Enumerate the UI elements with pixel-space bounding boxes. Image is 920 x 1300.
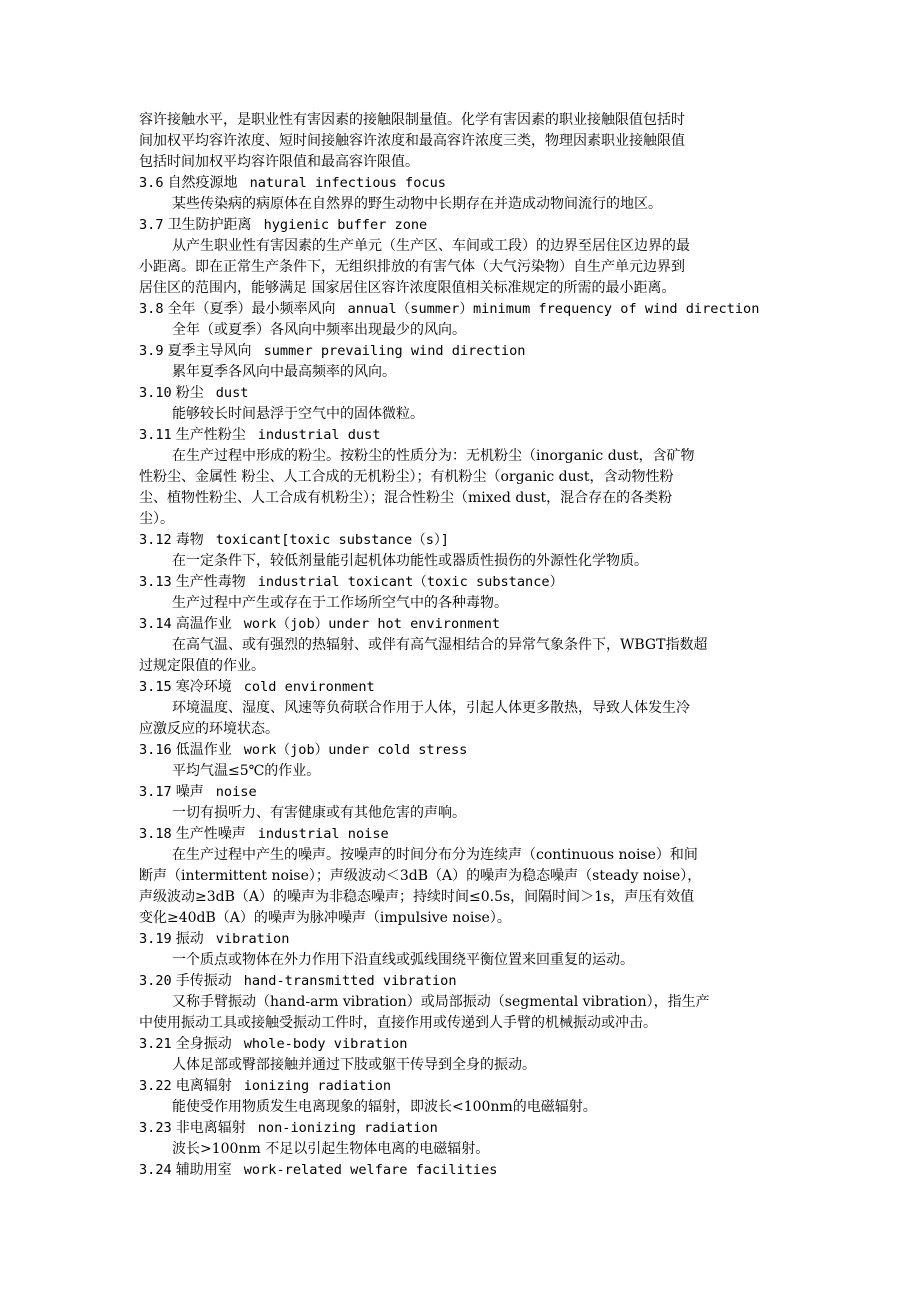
term-english-name: industrial dust <box>257 427 381 443</box>
term-number: 3.8 <box>139 301 164 317</box>
term-entry <box>139 1034 799 1076</box>
term-entry <box>139 299 799 341</box>
definition-line: 在生产过程中形成的粉尘。按粉尘的性质分为：无机粉尘（inorganic dust，含矿物 <box>172 448 695 464</box>
definition-line: 环境温度、湿度、风速等负荷联合作用于人体，引起人体更多散热，导致人体发生冷 <box>172 700 690 716</box>
term-entry <box>139 425 799 530</box>
term-entry <box>139 677 799 740</box>
paragraph-line: 间加权平均容许浓度、短时间接触容许浓度和最高容许浓度三类，物理因素职业接触限值 <box>139 133 685 149</box>
term-number: 3.16 <box>139 742 172 758</box>
term-number: 3.6 <box>139 175 164 191</box>
term-heading <box>139 299 799 320</box>
term-entry <box>139 341 799 383</box>
term-chinese-name: 高温作业 <box>175 616 232 632</box>
term-heading <box>139 1118 799 1139</box>
term-heading <box>139 824 799 845</box>
definition-line: 中使用振动工具或接触受振动工件时，直接作用或传递到人手臂的机械振动或冲击。 <box>139 1015 657 1031</box>
definition-line: 生产过程中产生或存在于工作场所空气中的各种毒物。 <box>172 595 508 611</box>
term-chinese-name: 电离辐射 <box>175 1078 232 1094</box>
term-chinese-name: 夏季主导风向 <box>167 343 252 359</box>
term-chinese-name: 噪声 <box>175 784 204 800</box>
definition-line: 全年（或夏季）各风向中频率出现最少的风向。 <box>172 322 466 338</box>
definition-line: 从产生职业性有害因素的生产单元（生产区、车间或工段）的边界至居住区边界的最 <box>172 238 690 254</box>
definition-line: 过规定限值的作业。 <box>139 658 265 674</box>
term-number: 3.7 <box>139 217 164 233</box>
term-english-name: dust <box>215 385 249 401</box>
definition-line: 波长>100nm 不足以引起生物体电离的电磁辐射。 <box>172 1141 490 1157</box>
term-chinese-name: 低温作业 <box>175 742 232 758</box>
term-number: 3.23 <box>139 1120 172 1136</box>
definition-line: 居住区的范围内，能够满足 国家居住区容许浓度限值相关标准规定的所需的最小距离。 <box>139 280 676 296</box>
term-number: 3.15 <box>139 679 172 695</box>
term-heading <box>139 1160 799 1181</box>
term-english-name: non-ionizing radiation <box>257 1120 438 1136</box>
term-list <box>139 173 799 1181</box>
definition-line: 尘）。 <box>139 511 174 527</box>
term-number: 3.20 <box>139 973 172 989</box>
term-chinese-name: 生产性毒物 <box>175 574 246 590</box>
term-chinese-name: 生产性粉尘 <box>175 427 246 443</box>
definition-line: 应激反应的环境状态。 <box>139 721 279 737</box>
term-english-name: hand-transmitted vibration <box>243 973 457 989</box>
definition-line: 在生产过程中产生的噪声。按噪声的时间分布分为连续声（continuous noise）和间 <box>172 847 698 863</box>
definition-line: 声级波动≥3dB（A）的噪声为非稳态噪声；持续时间≤0.5s，间隔时间＞1s，声压有效值 <box>139 889 695 905</box>
term-chinese-name: 全身振动 <box>175 1036 232 1052</box>
term-heading <box>139 740 799 761</box>
term-chinese-name: 寒冷环境 <box>175 679 232 695</box>
term-number: 3.21 <box>139 1036 172 1052</box>
term-heading <box>139 572 799 593</box>
definition-line: 一切有损听力、有害健康或有其他危害的声响。 <box>172 805 466 821</box>
term-number: 3.12 <box>139 532 172 548</box>
term-heading <box>139 677 799 698</box>
term-heading <box>139 530 799 551</box>
term-chinese-name: 毒物 <box>175 532 204 548</box>
term-english-name: work（job）under cold stress <box>243 742 468 758</box>
term-heading <box>139 782 799 803</box>
term-number: 3.22 <box>139 1078 172 1094</box>
definition-line: 尘、植物性粉尘、人工合成有机粉尘）；混合性粉尘（mixed dust，混合存在的各类粉 <box>139 490 673 506</box>
term-number: 3.11 <box>139 427 172 443</box>
term-entry <box>139 740 799 782</box>
term-english-name: vibration <box>215 931 290 947</box>
term-heading <box>139 971 799 992</box>
term-english-name: work（job）under hot environment <box>243 616 501 632</box>
paragraph-line: 容许接触水平，是职业性有害因素的接触限制量值。化学有害因素的职业接触限值包括时 <box>139 112 685 128</box>
definition-line: 人体足部或臀部接触并通过下肢或躯干传导到全身的振动。 <box>172 1057 536 1073</box>
term-english-name: noise <box>215 784 257 800</box>
term-entry <box>139 782 799 824</box>
definition-line: 平均气温≤5℃的作业。 <box>172 763 321 779</box>
term-heading <box>139 173 799 194</box>
term-chinese-name: 自然疫源地 <box>167 175 238 191</box>
definition-line: 变化≥40dB（A）的噪声为脉冲噪声（impulsive noise）。 <box>139 910 511 926</box>
term-chinese-name: 全年（夏季）最小频率风向 <box>167 301 336 317</box>
term-english-name: ionizing radiation <box>243 1078 392 1094</box>
term-chinese-name: 非电离辐射 <box>175 1120 246 1136</box>
term-entry <box>139 824 799 929</box>
term-entry <box>139 614 799 677</box>
term-chinese-name: 卫生防护距离 <box>167 217 252 233</box>
definition-line: 一个质点或物体在外力作用下沿直线或弧线围绕平衡位置来回重复的运动。 <box>172 952 634 968</box>
paragraph-line: 包括时间加权平均容许限值和最高容许限值。 <box>139 154 419 170</box>
term-heading <box>139 341 799 362</box>
term-english-name: natural infectious focus <box>249 175 446 191</box>
term-number: 3.18 <box>139 826 172 842</box>
term-chinese-name: 手传振动 <box>175 973 232 989</box>
term-chinese-name: 辅助用室 <box>175 1162 232 1178</box>
term-english-name: summer prevailing wind direction <box>263 343 526 359</box>
term-heading <box>139 383 799 404</box>
term-number: 3.9 <box>139 343 164 359</box>
term-english-name: industrial toxicant（toxic substance） <box>257 574 564 590</box>
term-heading <box>139 1076 799 1097</box>
definition-line: 小距离。即在正常生产条件下，无组织排放的有害气体（大气污染物）自生产单元边界到 <box>139 259 685 275</box>
term-heading <box>139 425 799 446</box>
term-entry <box>139 1160 799 1181</box>
term-english-name: industrial noise <box>257 826 389 842</box>
term-number: 3.13 <box>139 574 172 590</box>
definition-line: 性粉尘、金属性 粉尘、人工合成的无机粉尘）；有机粉尘（organic dust，含动物性粉 <box>139 469 674 485</box>
definition-line: 累年夏季各风向中最高频率的风向。 <box>172 364 396 380</box>
term-entry <box>139 971 799 1034</box>
term-number: 3.24 <box>139 1162 172 1178</box>
definition-line: 断声（intermittent noise）；声级波动＜3dB（A）的噪声为稳态噪声（steady noise）， <box>139 868 702 884</box>
term-chinese-name: 振动 <box>175 931 204 947</box>
term-entry <box>139 530 799 572</box>
term-entry <box>139 1118 799 1160</box>
term-number: 3.19 <box>139 931 172 947</box>
term-number: 3.17 <box>139 784 172 800</box>
term-english-name: cold environment <box>243 679 375 695</box>
term-english-name: hygienic buffer zone <box>263 217 428 233</box>
document-body <box>139 110 799 1181</box>
term-heading <box>139 215 799 236</box>
term-entry <box>139 215 799 299</box>
definition-line: 能够较长时间悬浮于空气中的固体微粒。 <box>172 406 424 422</box>
term-english-name: work-related welfare facilities <box>243 1162 498 1178</box>
term-number: 3.14 <box>139 616 172 632</box>
term-entry <box>139 383 799 425</box>
term-entry <box>139 1076 799 1118</box>
term-chinese-name: 生产性噪声 <box>175 826 246 842</box>
term-english-name: annual（summer）minimum frequency of wind direction <box>347 301 760 317</box>
definition-line: 能使受作用物质发生电离现象的辐射，即波长<100nm的电磁辐射。 <box>172 1099 597 1115</box>
term-entry <box>139 173 799 215</box>
definition-line: 又称手臂振动（hand-arm vibration）或局部振动（segmental vibration），指生产 <box>172 994 710 1010</box>
term-chinese-name: 粉尘 <box>175 385 204 401</box>
definition-line: 在高气温、或有强烈的热辐射、或伴有高气湿相结合的异常气象条件下，WBGT指数超 <box>172 637 708 653</box>
term-heading <box>139 1034 799 1055</box>
term-number: 3.10 <box>139 385 172 401</box>
term-entry <box>139 572 799 614</box>
term-english-name: toxicant[toxic substance（s）] <box>215 532 449 548</box>
definition-line: 某些传染病的病原体在自然界的野生动物中长期存在并造成动物间流行的地区。 <box>172 196 662 212</box>
term-heading <box>139 614 799 635</box>
term-english-name: whole-body vibration <box>243 1036 408 1052</box>
definition-line: 在一定条件下，较低剂量能引起机体功能性或器质性损伤的外源性化学物质。 <box>172 553 648 569</box>
intro-paragraph <box>139 110 799 173</box>
term-entry <box>139 929 799 971</box>
term-heading <box>139 929 799 950</box>
